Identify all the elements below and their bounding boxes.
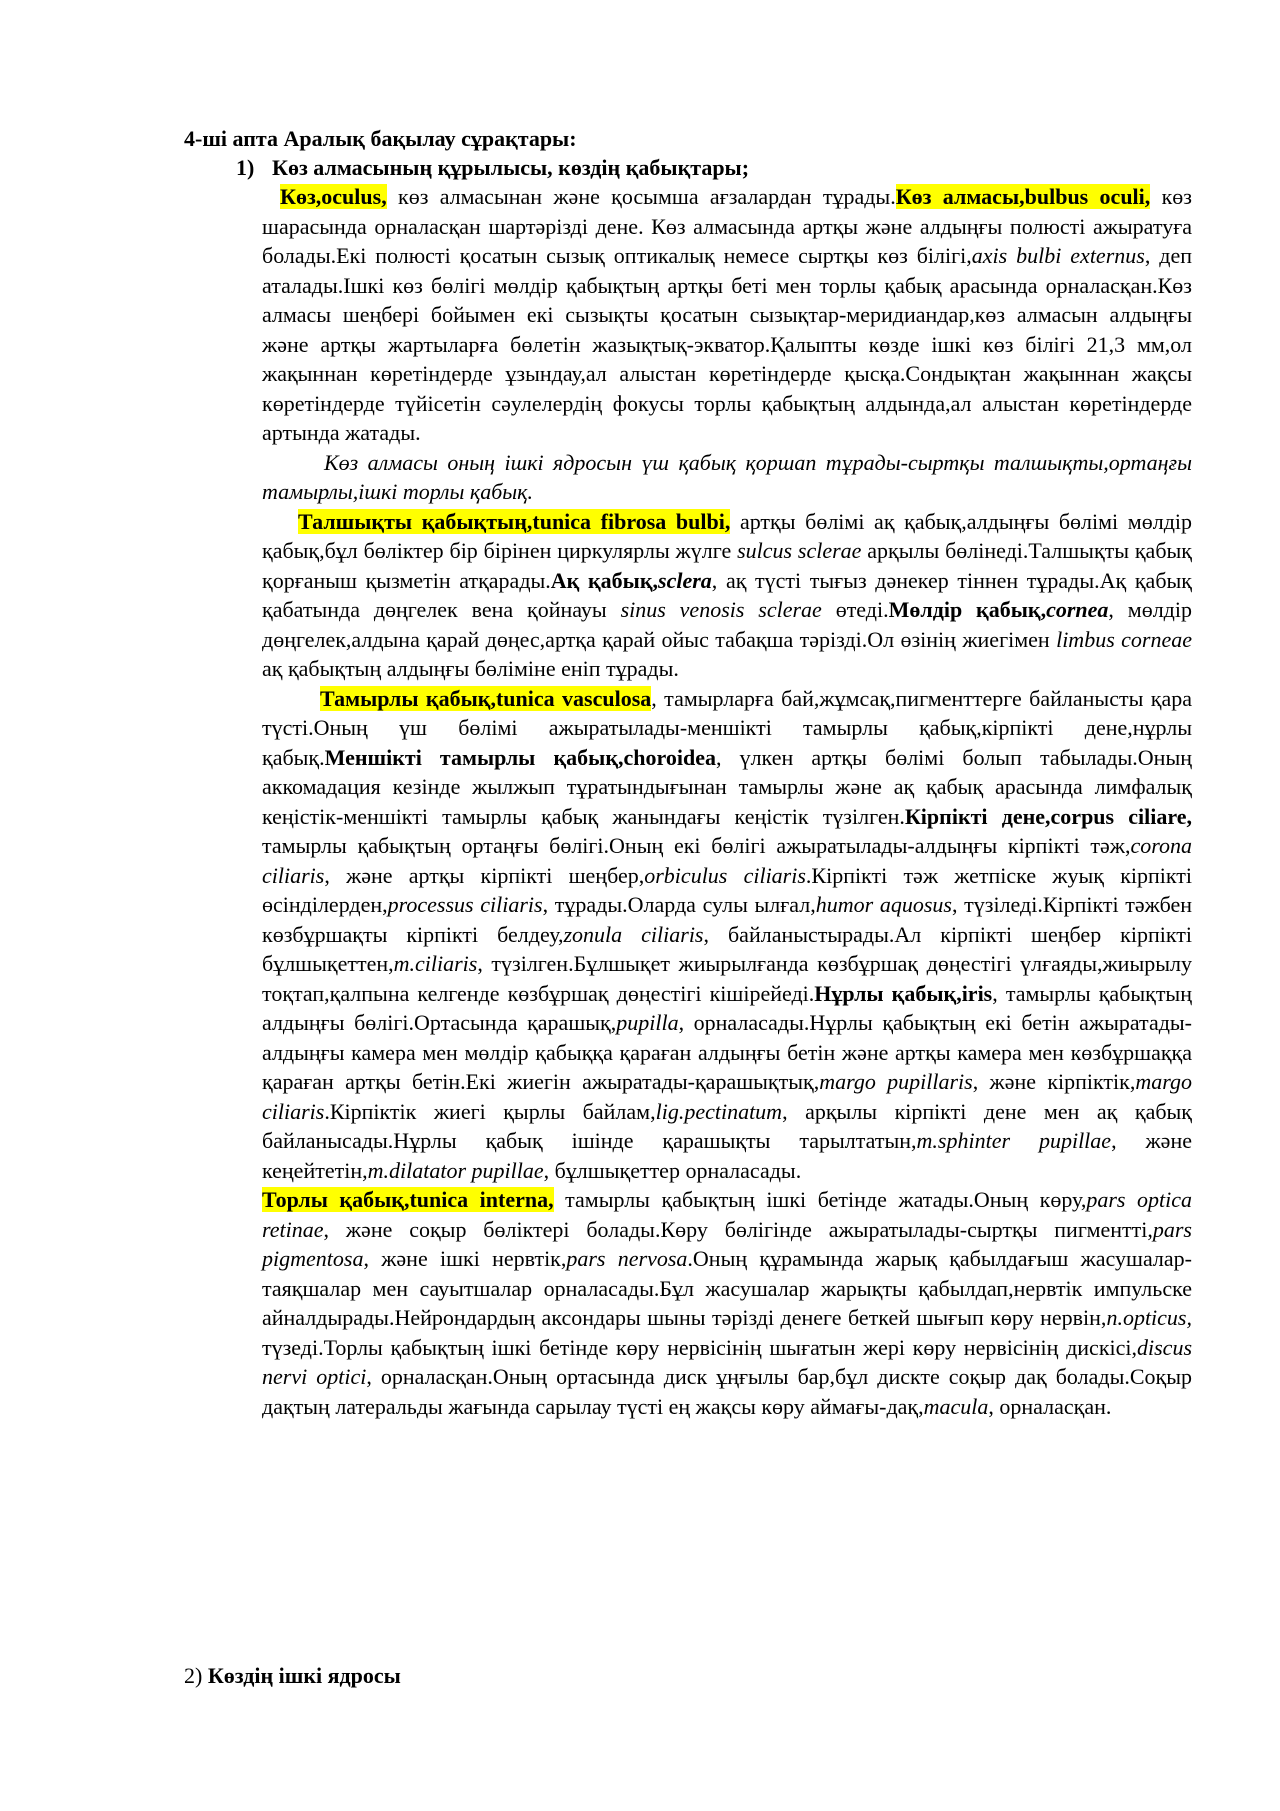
text-run: ақ қабықтың алдыңғы бөліміне еніп тұрады.: [262, 656, 679, 681]
text-run: , тамырлы қабықтың алдыңғы бөлігі.Ортасында қарашық,: [262, 980, 1192, 1035]
latin-term: pars nervosa: [566, 1246, 688, 1271]
text-run: , деп аталады.Ішкі көз бөлігі мөлдір қабықтың артқы беті мен торлы қабық арасында орналасқан.Көз алмасы шеңбері бойымен екі сызықты қосатын сызықтар-меридиандар,көз алмасын алдыңғы және артқы жартыларға бөлетін жазықтық-экватор.Қалыпты көзде ішкі көз білігі 21,3 мм,ол жақыннан көретіндерде ұзындау,ал алыстан көретіндерде қысқа.Сондықтан жақыннан жақсы көретіндерде түйісетін сәулелердің фокусы торлы қабықтың алдында,ал алыстан көретіндерде артында жатады.: [262, 243, 1192, 445]
latin-term: margo pupillaris: [819, 1069, 973, 1094]
latin-term: humor aquosus: [815, 892, 952, 917]
bold-term: Кірпікті дене,corpus ciliare,: [904, 803, 1192, 829]
highlight-bulbus-oculi: Көз алмасы,bulbus oculi,: [895, 184, 1151, 209]
text-run: , тамырларға бай,жұмсақ,пигменттерге байланысты қара түсті.Оның үш бөлімі ажыратылады-меншікті тамырлы қабық,кірпікті дене,нұрлы қабық.: [262, 685, 1192, 770]
text-run: көз шарасында орналасқан шартәрізді дене. Көз алмасында артқы және алдыңғы полюсті ажыратуға болады.Екі полюсті қосатын сызық оптикалық немесе сыртқы көз білігі,: [262, 184, 1192, 268]
highlight-tunica-interna: Торлы қабық,tunica interna,: [262, 1187, 554, 1212]
text-run: , арқылы кірпікті дене мен ақ қабық байланысады.Нұрлы қабық ішінде қарашықты тарылтатын,: [262, 1098, 1192, 1153]
latin-term: processus ciliaris: [387, 892, 543, 917]
latin-term: sulcus sclerae: [737, 538, 862, 563]
text-run: , және соқыр бөліктері болады.Көру бөлігінде ажыратылады-сыртқы пигментті,: [323, 1216, 1153, 1242]
latin-term: pars optica retinae: [262, 1187, 1192, 1242]
text-run: , тұрады.Оларда сулы ылғал,: [542, 892, 816, 917]
latin-term: macula: [923, 1393, 989, 1419]
text-run: арқылы бөлінеді.Талшықты қабық қорғаныш қызметін атқарады.: [262, 538, 1192, 593]
text-run: түзеді.Торлы қабықтың ішкі бетінде көру нервісінің шығатын жері көру нервісінің дискісі,: [262, 1334, 1137, 1360]
text-run: , бұлшықеттер орналасады.: [543, 1157, 802, 1183]
text-run: .Оның құрамында жарық қабылдағыш жасушалар-таяқшалар мен сауытшалар орналасады.Бұл жасушалар жарықты қабылдап,нервтік импульске айналдырады.Нейрондардың аксондары шыны тәрізді денеге беткей шығып көру нервін,: [262, 1246, 1192, 1330]
text-run: .Кірпіктік жиегі қырлы байлам,: [324, 1098, 656, 1124]
latin-term: discus nervi optici: [262, 1334, 1192, 1389]
highlight-tunica-fibrosa: Талшықты қабықтың,tunica fibrosa bulbi,: [298, 508, 731, 534]
text-run: , және ішкі нервтік,: [363, 1246, 567, 1271]
latin-term: m.sphinter pupillae: [916, 1128, 1112, 1153]
bold-latin-term: cornea: [1046, 597, 1109, 622]
paragraph-three-layers: [262, 448, 1192, 507]
text-run: , мөлдір дөңгелек,алдына қарай дөңес,артқа қарай ойыс табақша тәрізді.Ол өзінің жиегімен: [262, 597, 1192, 652]
latin-term: margo ciliaris: [262, 1069, 1192, 1124]
text-run: , байланыстырады.Ал кірпікті шеңбер кірпікті бұлшықеттен,: [262, 921, 1192, 976]
text-run: , үлкен артқы бөлімі болып табылады.Оның аккомадация кезінде жылжып тұратындығынан тамырлы және ақ қабық арасында лимфалық кеңістік-меншікті тамырлы қабық жанындағы кеңістік түзілген.: [262, 744, 1193, 829]
paragraph-tunica-fibrosa: [262, 507, 1192, 684]
paragraph-oculus: [262, 182, 1192, 448]
section-1-number: 1): [236, 155, 255, 180]
text-run: өтеді.: [821, 597, 889, 622]
bold-term: Ақ қабық,: [550, 567, 659, 593]
text-run: , орналасады.Нұрлы қабықтың екі бетін ажыратады-алдыңғы камера мен мөлдір қабыққа қараған алдыңғы бетін және артқы камера мен көзбұршаққа қараған артқы бетін.Екі жиегін ажыратады-қарашықтық,: [262, 1010, 1193, 1094]
latin-term: lig.pectinatum: [655, 1098, 783, 1124]
latin-term: orbiculus ciliaris: [644, 862, 806, 888]
highlight-tunica-vasculosa: Тамырлы қабық,tunica vasculosa: [320, 685, 652, 711]
latin-term: pupilla: [616, 1010, 679, 1035]
bold-term: Меншікті тамырлы қабық,choroidea: [324, 744, 716, 770]
latin-term: corona ciliaris: [262, 833, 1192, 888]
text-run: , ақ түсті тығыз дәнекер тіннен тұрады.Ақ қабық қабатында дөңгелек вена қойнауы: [262, 567, 1192, 622]
text-run: , орналасқан.: [988, 1393, 1112, 1419]
text-run: .Кірпікті тәж жетпіске жуық кірпікті өсінділерден,: [262, 862, 1192, 917]
italic-summary: Көз алмасы оның ішкі ядросын үш қабық қоршап тұрады-сыртқы талшықты,ортаңғы тамырлы,ішкі торлы қабық.: [262, 449, 1192, 504]
latin-term: limbus corneae: [1056, 626, 1193, 652]
latin-term: pars pigmentosa: [262, 1216, 1192, 1271]
text-run: көз алмасынан және қосымша ағзалардан тұрады.: [386, 184, 896, 209]
bold-latin-term: sclera: [658, 567, 712, 593]
latin-term: zonula ciliaris: [563, 921, 704, 947]
latin-term: sinus venosis sclerae: [620, 597, 822, 622]
text-run: , және кірпіктік,: [972, 1069, 1136, 1094]
latin-term: m.ciliaris: [393, 951, 478, 976]
section-2-number: 2): [184, 1663, 203, 1688]
paragraph-tunica-vasculosa: [262, 684, 1192, 1186]
text-run: , және артқы кірпікті шеңбер,: [324, 862, 645, 888]
bold-term: Мөлдір қабық,: [888, 597, 1047, 622]
section-2-heading-text: Көздің ішкі ядросы: [207, 1663, 401, 1688]
text-run: , түзілген.Бұлшықет жиырылғанда көзбұршақ дөңестігі үлғаяды,жиырылу тоқтап,қалпына келгенде көзбұршақ дөңестігі кішірейеді.: [262, 951, 1192, 1006]
text-run: артқы бөлімі ақ қабық,алдыңғы бөлімі мөлдір қабық,бұл бөліктер бір бірінен циркулярлы жүлге: [262, 508, 1192, 563]
section-2-heading: [184, 1661, 401, 1691]
text-run: , орналасқан.Оның ортасында диск ұңғылы бар,бұл дискте соқыр дақ болады.Соқыр дақтың латеральды жағында сарылау түсті ең жақсы көру аймағы-дақ,: [262, 1364, 1192, 1419]
text-run: тамырлы қабықтың ортаңғы бөлігі.Оның екі бөлігі ажыратылады-алдыңғы кірпікті тәж,: [262, 833, 1131, 858]
bold-term: Нұрлы қабық,iris: [814, 980, 993, 1006]
text-run: , және кеңейтетін,: [262, 1128, 1192, 1183]
latin-term: n.opticus,: [1106, 1305, 1192, 1330]
paragraph-tunica-interna: [262, 1185, 1192, 1421]
section-1-body: [262, 182, 1192, 1421]
section-1-heading-text: Көз алмасының құрылысы, көздің қабықтары;: [272, 155, 750, 180]
highlight-oculus: Көз,oculus,: [280, 184, 387, 209]
document-title: 4-ші апта Аралық бақылау сұрақтары:: [184, 126, 577, 151]
section-1-heading: [236, 153, 749, 183]
latin-term: axis bulbi externus: [971, 243, 1145, 268]
text-run: тамырлы қабықтың ішкі бетінде жатады.Оның көру,: [553, 1187, 1087, 1212]
latin-term: m.dilatator pupillae: [367, 1157, 544, 1183]
text-run: , түзіледі.Кірпікті тәжбен көзбұршақты кірпікті белдеу,: [262, 892, 1193, 947]
